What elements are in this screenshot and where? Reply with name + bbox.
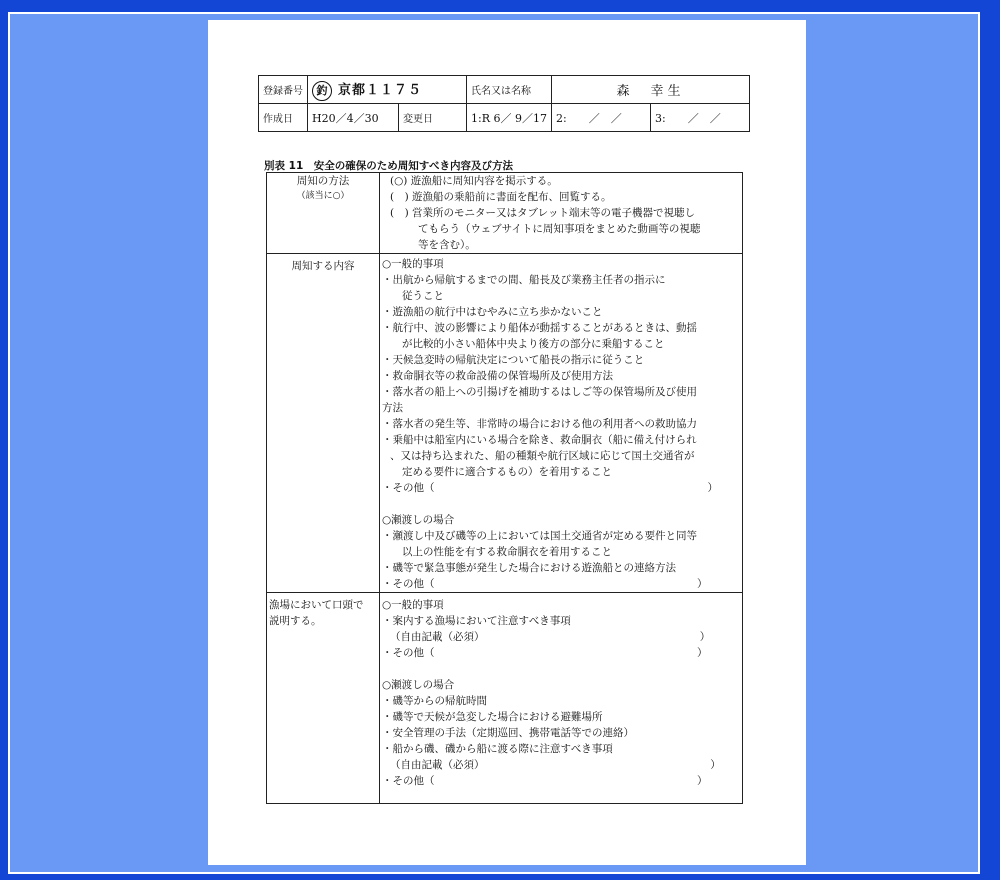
content-line: 従うこと bbox=[402, 290, 444, 302]
content-line: ・その他（ ） bbox=[382, 578, 708, 590]
oral-row bbox=[267, 593, 743, 804]
oral-line: ・安全管理の手法（定期巡回、携帯電話等での連絡） bbox=[382, 727, 634, 739]
method-row bbox=[267, 173, 743, 254]
method-line: ( ) 営業所のモニター又はタブレット端末等の電子機器で視聴し bbox=[390, 207, 696, 219]
oral-line: ・磯等からの帰航時間 bbox=[382, 695, 487, 707]
content-line: ・乗船中は船室内にいる場合を除き、救命胴衣（船に備え付けられ bbox=[382, 434, 697, 446]
reg-number-cell bbox=[308, 76, 467, 104]
content-line: 、又は持ち込まれた、船の種類や航行区域に応じて国土交通省が bbox=[390, 450, 695, 462]
oral-line: ・その他（ ） bbox=[382, 775, 708, 787]
oral-line: ・案内する漁場において注意すべき事項 bbox=[382, 615, 571, 627]
content-line: 定める要件に適合するもの）を着用すること bbox=[402, 466, 612, 478]
content-line: ○瀬渡しの場合 bbox=[382, 514, 455, 526]
content-line: ・落水者の船上への引揚げを補助するはしご等の保管場所及び使用 bbox=[382, 386, 697, 398]
created-label: 作成日 bbox=[259, 104, 308, 132]
oral-label: 説明する。 bbox=[269, 615, 322, 627]
content-line: ○一般的事項 bbox=[382, 258, 444, 270]
content-line: ・航行中、波の影響により船体が動揺することがあるときは、動揺 bbox=[382, 322, 697, 334]
content-line: ・遊漁船の航行中はむやみに立ち歩かないこと bbox=[382, 306, 603, 318]
registration-header bbox=[258, 75, 750, 132]
method-line: (○) 遊漁船に周知内容を掲示する。 bbox=[390, 175, 558, 187]
content-line: ・天候急変時の帰航決定について船長の指示に従うこと bbox=[382, 354, 645, 366]
oral-line: （自由記載（必須） ） bbox=[390, 631, 711, 643]
oral-line: ・船から磯、磯から船に渡る際に注意すべき事項 bbox=[382, 743, 613, 755]
content-line: ・瀬渡し中及び磯等の上においては国土交通省が定める要件と同等 bbox=[382, 530, 697, 542]
content-line: ・その他（ ） bbox=[382, 482, 718, 494]
owner-name: 森 幸生 bbox=[616, 84, 685, 99]
content-line: 方法 bbox=[382, 402, 403, 414]
content-body bbox=[380, 254, 743, 593]
oral-line: ○一般的事項 bbox=[382, 599, 444, 611]
content-label: 周知する内容 bbox=[267, 254, 380, 593]
content-row bbox=[267, 254, 743, 593]
change-date-1: 1:R 6／ 9／17 bbox=[467, 104, 552, 132]
changed-label: 変更日 bbox=[399, 104, 467, 132]
method-content bbox=[380, 173, 743, 254]
content-line: が比較的小さい船体中央より後方の部分に乗船すること bbox=[402, 338, 665, 350]
content-spacer bbox=[382, 496, 740, 512]
content-line: 以上の性能を有する救命胴衣を着用すること bbox=[402, 546, 612, 558]
reg-number: 京都１１７５ bbox=[338, 82, 423, 98]
oral-line: （自由記載（必須） ） bbox=[390, 759, 721, 771]
reg-label: 登録番号 bbox=[259, 76, 308, 104]
oral-spacer bbox=[382, 661, 740, 677]
change-date-2: 2: ／ ／ bbox=[551, 104, 650, 132]
content-line: ・落水者の発生等、非常時の場合における他の利用者への救助協力 bbox=[382, 418, 697, 430]
fishing-seal-icon: 釣 bbox=[312, 81, 332, 101]
notice-table bbox=[266, 172, 743, 804]
content-line: ・磯等で緊急事態が発生した場合における遊漁船との連絡方法 bbox=[382, 562, 676, 574]
oral-label-cell bbox=[267, 593, 380, 804]
oral-line: ○瀬渡しの場合 bbox=[382, 679, 455, 691]
oral-line: ・磯等で天候が急変した場合における避難場所 bbox=[382, 711, 603, 723]
method-sublabel: （該当に○） bbox=[296, 191, 350, 201]
method-line: 等を含む）。 bbox=[418, 239, 476, 251]
oral-line: ・その他（ ） bbox=[382, 647, 708, 659]
oral-body bbox=[380, 593, 743, 804]
method-label: 周知の方法 bbox=[296, 175, 350, 187]
change-date-3: 3: ／ ／ bbox=[650, 104, 749, 132]
table-caption: 別表 11 安全の確保のため周知すべき内容及び方法 bbox=[264, 160, 514, 172]
method-line: ( ) 遊漁船の乗船前に書面を配布、回覧する。 bbox=[390, 191, 612, 203]
created-date: H20／4／30 bbox=[308, 104, 399, 132]
method-line: てもらう（ウェブサイトに周知事項をまとめた動画等の視聴 bbox=[418, 223, 701, 235]
name-label: 氏名又は名称 bbox=[467, 76, 552, 104]
content-line: ・救命胴衣等の救命設備の保管場所及び使用方法 bbox=[382, 370, 613, 382]
document-page bbox=[208, 20, 806, 865]
owner-name-cell bbox=[551, 76, 749, 104]
content-line: ・出航から帰航するまでの間、船長及び業務主任者の指示に bbox=[382, 274, 666, 286]
method-label-cell bbox=[267, 173, 380, 254]
oral-label: 漁場において口頭で bbox=[269, 599, 364, 611]
